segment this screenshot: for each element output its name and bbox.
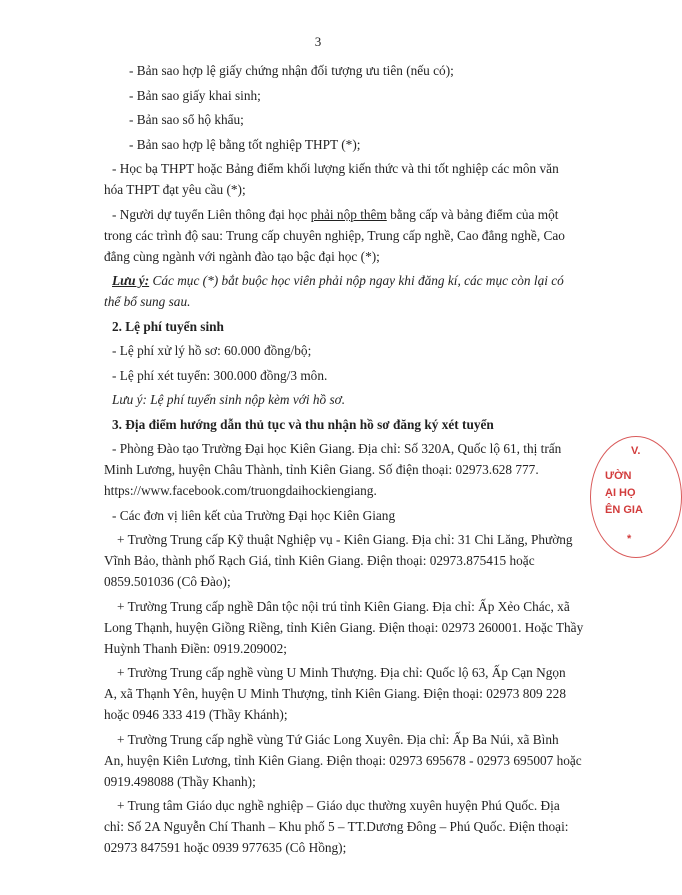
paragraph-line: + Trường Trung cấp nghề vùng Tứ Giác Long Xuyên. Địa chỉ: Ấp Ba Núi, xã Bình [117,731,559,747]
unit-item [104,662,578,725]
paragraph-line: https://www.facebook.com/truongdaihockiengiang. [104,483,377,498]
unit-item [104,596,584,659]
stamp-text: * [627,533,632,545]
paragraph-line: hóa THPT đạt yêu cầu (*); [104,182,246,197]
paragraph-line: An, huyện Kiên Lương, tỉnh Kiên Giang. Điện thoại: 02973 695678 - 02973 695007 hoặc [104,752,582,768]
paragraph-line: + Trường Trung cấp Kỹ thuật Nghiệp vụ - Kiên Giang. Địa chỉ: 31 Chi Lăng, Phường [117,532,573,547]
paragraph-line: 0859.501036 (Cô Đào); [104,574,231,589]
list-item: - Lệ phí xử lý hồ sơ: 60.000 đồng/bộ; [112,343,312,358]
list-item: - Bản sao sổ hộ khẩu; [129,112,244,127]
paragraph-line: trong các trình độ sau: Trung cấp chuyên nghiệp, Trung cấp nghề, Cao đẳng nghề, Cao [104,227,565,243]
paragraph-line: 02973 847591 hoặc 0939 977635 (Cô Hồng); [104,840,347,855]
paragraph-line [104,270,578,291]
paragraph-line: A, xã Thạnh Yên, huyện U Minh Thượng, tỉnh Kiên Giang. Điện thoại: 02973 809 228 [104,686,566,701]
note-paragraph [104,270,578,312]
units-intro: - Các đơn vị liên kết của Trường Đại học Kiên Giang [112,507,396,523]
list-item: - Bản sao giấy khai sinh; [129,87,261,103]
unit-item [104,795,578,858]
lienthong-paragraph [104,204,578,267]
paragraph-line: - Phòng Đào tạo Trường Đại học Kiên Giang. Địa chỉ: Số 320A, Quốc lộ 61, thị trấn [112,441,562,456]
paragraph-line: + Trường Trung cấp nghề vùng U Minh Thượng. Địa chỉ: Quốc lộ 63, Ấp Cạn Ngọn [117,665,566,680]
list-item: - Bản sao hợp lệ giấy chứng nhận đối tượng ưu tiên (nếu có); [129,63,454,78]
note-label: Lưu ý: [112,273,150,288]
unit-item [104,729,582,792]
unit-item [104,529,578,592]
paragraph-line: hoặc 0946 333 419 (Thầy Khánh); [104,707,288,722]
document-body [104,60,584,862]
stamp-text: ÊN GIA [605,504,643,516]
paragraph-line: chỉ: Số 2A Nguyễn Chí Thanh – Khu phố 5 – TT.Dương Đông – Phú Quốc. Điện thoại: [104,819,569,834]
fee-note: Lưu ý: Lệ phí tuyển sinh nộp kèm với hồ sơ. [112,392,346,407]
hocba-paragraph [104,158,578,200]
text-span: - Người dự tuyển Liên thông đại học [112,206,311,222]
paragraph-line: Vĩnh Bảo, thành phố Rạch Giá, tỉnh Kiên Giang. Điện thoại: 02973.875415 hoặc [104,553,535,568]
section-heading: 2. Lệ phí tuyển sinh [112,318,224,334]
paragraph-line: Long Thạnh, huyện Giồng Riềng, tỉnh Kiên Giang. Điện thoại: 02973 260001. Hoặc Thầy [104,619,584,635]
office-paragraph [104,438,578,501]
paragraph-line: Huỳnh Thanh Điền: 0919.209002; [104,640,287,656]
paragraph-line: + Trung tâm Giáo dục nghề nghiệp – Giáo dục thường xuyên huyện Phú Quốc. Địa [117,798,560,813]
underlined-text: phải nộp thêm [310,206,387,222]
paragraph-line: + Trường Trung cấp nghề Dân tộc nội trú tỉnh Kiên Giang. Địa chỉ: Ấp Xẻo Chác, xã [117,598,570,614]
stamp-text: ẠI HỌ [605,487,636,499]
paragraph-line: - Học bạ THPT hoặc Bảng điểm khối lượng kiến thức và thi tốt nghiệp các môn văn [112,161,559,176]
list-item: - Bản sao hợp lệ bằng tốt nghiệp THPT (*); [129,136,361,152]
page-number: 3 [314,34,322,49]
paragraph-line: Minh Lương, huyện Châu Thành, tỉnh Kiên Giang. Số điện thoại: 02973.628 777. [104,462,539,477]
section-heading: 3. Địa điểm hướng dẫn thủ tục và thu nhận hồ sơ đăng ký xét tuyển [112,416,494,432]
paragraph-line: thể bổ sung sau. [104,294,191,309]
paragraph-line: 0919.498088 (Thầy Khanh); [104,773,256,789]
paragraph-line: đẳng cùng ngành với ngành đào tạo bậc đại học (*); [104,248,380,264]
documents-list [104,60,578,155]
list-item: - Lệ phí xét tuyển: 300.000 đồng/3 môn. [112,367,328,383]
stamp-text: V. [631,445,641,457]
official-stamp [590,436,682,558]
text-span: bằng cấp và bảng điểm của một [386,206,559,222]
stamp-text: ƯỜN [605,470,632,482]
paragraph-line [104,204,578,225]
note-text: Các mục (*) bắt buộc học viên phải nộp ngay khi đăng kí, các mục còn lại có [149,273,564,288]
